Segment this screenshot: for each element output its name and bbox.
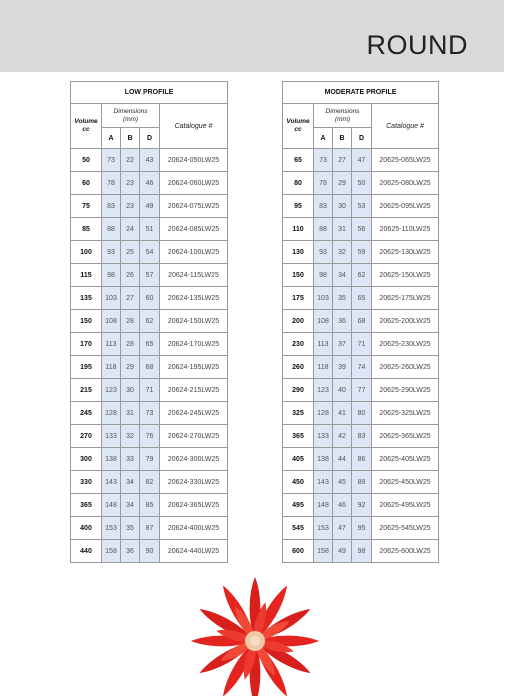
red-flower-icon [190, 575, 320, 696]
volume-cell: 545 [283, 517, 314, 540]
dimension-b-cell: 36 [121, 540, 140, 563]
catalogue-cell: 20625-600LW25 [372, 540, 439, 563]
volume-cell: 65 [283, 149, 314, 172]
volume-cell: 60 [71, 172, 102, 195]
dimension-a-cell: 133 [314, 425, 333, 448]
dimension-b-cell: 30 [121, 379, 140, 402]
dimension-b-cell: 29 [333, 172, 352, 195]
catalogue-cell: 20625-290LW25 [372, 379, 439, 402]
table-row [71, 448, 228, 471]
dimension-a-cell: 138 [102, 448, 121, 471]
volume-header-label: Volume [286, 118, 310, 125]
catalogue-cell: 20624-400LW25 [160, 517, 228, 540]
catalogue-cell: 20624-135LW25 [160, 287, 228, 310]
dimensions-header-unit: (mm) [122, 115, 139, 123]
dimension-a-cell: 128 [102, 402, 121, 425]
dimension-d-cell: 50 [352, 172, 372, 195]
dimension-d-cell: 76 [140, 425, 160, 448]
table-row [71, 402, 228, 425]
catalogue-cell: 20624-050LW25 [160, 149, 228, 172]
table-row [283, 494, 439, 517]
catalogue-cell: 20625-065LW25 [372, 149, 439, 172]
table-row [283, 356, 439, 379]
dimension-a-cell: 158 [102, 540, 121, 563]
dimension-b-cell: 39 [333, 356, 352, 379]
table-row [71, 333, 228, 356]
table-row [283, 287, 439, 310]
catalogue-cell: 20625-325LW25 [372, 402, 439, 425]
dimension-a-cell: 98 [102, 264, 121, 287]
dimension-b-cell: 31 [333, 218, 352, 241]
catalogue-cell: 20624-085LW25 [160, 218, 228, 241]
dimension-d-cell: 47 [352, 149, 372, 172]
dimension-b-cell: 27 [333, 149, 352, 172]
dimension-a-cell: 143 [102, 471, 121, 494]
dimension-d-cell: 71 [140, 379, 160, 402]
dimension-b-cell: 34 [121, 471, 140, 494]
volume-cell: 200 [283, 310, 314, 333]
table-row [71, 379, 228, 402]
dimension-a-cell: 78 [314, 172, 333, 195]
table-row [71, 195, 228, 218]
table-row [71, 517, 228, 540]
volume-cell: 290 [283, 379, 314, 402]
dimension-d-cell: 90 [140, 540, 160, 563]
catalogue-cell: 20625-130LW25 [372, 241, 439, 264]
col-a-header: A [102, 128, 121, 149]
dimension-d-cell: 65 [140, 333, 160, 356]
dimension-d-cell: 74 [352, 356, 372, 379]
dimension-b-cell: 24 [121, 218, 140, 241]
dimension-a-cell: 108 [102, 310, 121, 333]
volume-cell: 80 [283, 172, 314, 195]
table-row [71, 494, 228, 517]
dimension-b-cell: 44 [333, 448, 352, 471]
dimension-d-cell: 83 [352, 425, 372, 448]
dimension-b-cell: 33 [121, 448, 140, 471]
volume-cell: 100 [71, 241, 102, 264]
volume-cell: 600 [283, 540, 314, 563]
dimension-b-cell: 36 [333, 310, 352, 333]
dimension-a-cell: 103 [314, 287, 333, 310]
moderate-profile-body [283, 149, 439, 563]
table-row [71, 540, 228, 563]
col-b-header: B [121, 128, 140, 149]
dimension-d-cell: 68 [352, 310, 372, 333]
dimension-b-cell: 26 [121, 264, 140, 287]
catalogue-cell: 20624-060LW25 [160, 172, 228, 195]
table-row [71, 425, 228, 448]
low-profile-body [71, 149, 228, 563]
catalogue-cell: 20624-330LW25 [160, 471, 228, 494]
col-d-header: D [140, 128, 160, 149]
table-row [283, 425, 439, 448]
dimension-a-cell: 143 [314, 471, 333, 494]
catalogue-cell: 20624-270LW25 [160, 425, 228, 448]
volume-cell: 270 [71, 425, 102, 448]
dimension-b-cell: 49 [333, 540, 352, 563]
dimension-d-cell: 56 [352, 218, 372, 241]
table-row [283, 517, 439, 540]
table-row [71, 264, 228, 287]
dimension-b-cell: 30 [333, 195, 352, 218]
dimension-b-cell: 32 [333, 241, 352, 264]
dimension-b-cell: 42 [333, 425, 352, 448]
catalogue-cell: 20624-440LW25 [160, 540, 228, 563]
catalogue-cell: 20625-405LW25 [372, 448, 439, 471]
dimension-b-cell: 46 [333, 494, 352, 517]
dimension-a-cell: 118 [102, 356, 121, 379]
dimension-d-cell: 43 [140, 149, 160, 172]
dimension-d-cell: 95 [352, 517, 372, 540]
dimension-a-cell: 83 [314, 195, 333, 218]
dimension-d-cell: 77 [352, 379, 372, 402]
catalogue-header: Catalogue # [160, 104, 228, 149]
dimension-d-cell: 46 [140, 172, 160, 195]
catalogue-cell: 20625-230LW25 [372, 333, 439, 356]
dimension-a-cell: 108 [314, 310, 333, 333]
table-row [71, 172, 228, 195]
dimension-b-cell: 25 [121, 241, 140, 264]
dimension-b-cell: 45 [333, 471, 352, 494]
dimension-a-cell: 138 [314, 448, 333, 471]
volume-header [71, 104, 102, 149]
volume-cell: 50 [71, 149, 102, 172]
col-b-header: B [333, 128, 352, 149]
catalogue-cell: 20625-365LW25 [372, 425, 439, 448]
dimension-a-cell: 158 [314, 540, 333, 563]
dimension-b-cell: 34 [333, 264, 352, 287]
table-row [283, 448, 439, 471]
volume-cell: 325 [283, 402, 314, 425]
volume-cell: 170 [71, 333, 102, 356]
dimension-a-cell: 88 [102, 218, 121, 241]
catalogue-cell: 20624-215LW25 [160, 379, 228, 402]
catalogue-cell: 20624-195LW25 [160, 356, 228, 379]
dimension-d-cell: 79 [140, 448, 160, 471]
catalogue-cell: 20625-110LW25 [372, 218, 439, 241]
volume-cell: 405 [283, 448, 314, 471]
volume-cell: 195 [71, 356, 102, 379]
dimension-d-cell: 65 [352, 287, 372, 310]
catalogue-cell: 20625-200LW25 [372, 310, 439, 333]
dimension-d-cell: 98 [352, 540, 372, 563]
moderate-profile-table [282, 81, 439, 563]
catalogue-cell: 20624-100LW25 [160, 241, 228, 264]
volume-header-label: Volume [74, 118, 98, 125]
dimension-d-cell: 51 [140, 218, 160, 241]
dimension-a-cell: 123 [102, 379, 121, 402]
volume-cell: 115 [71, 264, 102, 287]
dimension-a-cell: 103 [102, 287, 121, 310]
catalogue-cell: 20624-300LW25 [160, 448, 228, 471]
dimension-b-cell: 28 [121, 310, 140, 333]
volume-cell: 260 [283, 356, 314, 379]
dimension-d-cell: 80 [352, 402, 372, 425]
table-row [283, 379, 439, 402]
volume-cell: 85 [71, 218, 102, 241]
volume-cell: 95 [283, 195, 314, 218]
table-row [283, 149, 439, 172]
dimension-a-cell: 123 [314, 379, 333, 402]
table-row [71, 149, 228, 172]
dimension-a-cell: 83 [102, 195, 121, 218]
table-row [283, 218, 439, 241]
volume-cell: 230 [283, 333, 314, 356]
dimension-d-cell: 59 [352, 241, 372, 264]
dimension-d-cell: 68 [140, 356, 160, 379]
dimension-b-cell: 23 [121, 195, 140, 218]
catalogue-cell: 20625-450LW25 [372, 471, 439, 494]
volume-cell: 365 [283, 425, 314, 448]
dimension-d-cell: 54 [140, 241, 160, 264]
dimension-b-cell: 28 [121, 333, 140, 356]
catalogue-header: Catalogue # [372, 104, 439, 149]
dimension-b-cell: 41 [333, 402, 352, 425]
dimension-a-cell: 73 [314, 149, 333, 172]
dimension-a-cell: 128 [314, 402, 333, 425]
col-d-header: D [352, 128, 372, 149]
dimension-d-cell: 89 [352, 471, 372, 494]
dimensions-header-label: Dimensions [325, 107, 360, 115]
dimension-a-cell: 148 [314, 494, 333, 517]
dimension-a-cell: 113 [102, 333, 121, 356]
catalogue-cell: 20624-115LW25 [160, 264, 228, 287]
dimension-a-cell: 133 [102, 425, 121, 448]
table-row [283, 333, 439, 356]
volume-header [283, 104, 314, 149]
volume-cell: 330 [71, 471, 102, 494]
dimensions-header [102, 104, 160, 128]
table-row [71, 471, 228, 494]
col-a-header: A [314, 128, 333, 149]
low-profile-table [70, 81, 228, 563]
low-profile-title: LOW PROFILE [71, 82, 228, 104]
volume-cell: 440 [71, 540, 102, 563]
volume-cell: 75 [71, 195, 102, 218]
catalogue-cell: 20625-080LW25 [372, 172, 439, 195]
moderate-profile-title: MODERATE PROFILE [283, 82, 439, 104]
dimension-a-cell: 73 [102, 149, 121, 172]
dimension-d-cell: 86 [352, 448, 372, 471]
catalogue-cell: 20625-260LW25 [372, 356, 439, 379]
volume-cell: 245 [71, 402, 102, 425]
dimension-d-cell: 82 [140, 471, 160, 494]
dimension-d-cell: 62 [140, 310, 160, 333]
table-row [71, 241, 228, 264]
dimension-d-cell: 92 [352, 494, 372, 517]
table-row [283, 540, 439, 563]
table-row [71, 287, 228, 310]
dimension-a-cell: 93 [102, 241, 121, 264]
dimension-b-cell: 31 [121, 402, 140, 425]
catalogue-cell: 20624-170LW25 [160, 333, 228, 356]
catalogue-cell: 20625-150LW25 [372, 264, 439, 287]
dimension-d-cell: 62 [352, 264, 372, 287]
dimension-d-cell: 85 [140, 494, 160, 517]
catalogue-cell: 20625-495LW25 [372, 494, 439, 517]
dimension-d-cell: 87 [140, 517, 160, 540]
catalogue-cell: 20625-175LW25 [372, 287, 439, 310]
volume-cell: 110 [283, 218, 314, 241]
page-title: ROUND [366, 30, 468, 60]
dimension-b-cell: 40 [333, 379, 352, 402]
dimension-b-cell: 29 [121, 356, 140, 379]
table-row [283, 241, 439, 264]
dimension-d-cell: 73 [140, 402, 160, 425]
table-row [283, 310, 439, 333]
flower-center-highlight [250, 636, 260, 646]
dimension-b-cell: 27 [121, 287, 140, 310]
dimension-b-cell: 37 [333, 333, 352, 356]
table-row [283, 402, 439, 425]
dimension-a-cell: 93 [314, 241, 333, 264]
volume-header-unit: cc [294, 126, 302, 133]
volume-cell: 130 [283, 241, 314, 264]
dimension-b-cell: 23 [121, 172, 140, 195]
volume-cell: 150 [283, 264, 314, 287]
dimension-d-cell: 49 [140, 195, 160, 218]
catalogue-cell: 20625-545LW25 [372, 517, 439, 540]
dimension-b-cell: 35 [121, 517, 140, 540]
catalogue-cell: 20624-150LW25 [160, 310, 228, 333]
dimension-a-cell: 113 [314, 333, 333, 356]
table-row [283, 172, 439, 195]
catalogue-cell: 20624-075LW25 [160, 195, 228, 218]
dimension-a-cell: 153 [314, 517, 333, 540]
dimension-a-cell: 153 [102, 517, 121, 540]
dimension-d-cell: 53 [352, 195, 372, 218]
volume-cell: 135 [71, 287, 102, 310]
dimensions-header-unit: (mm) [334, 115, 351, 123]
dimension-b-cell: 32 [121, 425, 140, 448]
volume-cell: 365 [71, 494, 102, 517]
dimension-a-cell: 118 [314, 356, 333, 379]
dimension-b-cell: 47 [333, 517, 352, 540]
dimensions-header-label: Dimensions [113, 107, 148, 115]
table-row [283, 264, 439, 287]
catalogue-cell: 20624-245LW25 [160, 402, 228, 425]
dimension-b-cell: 35 [333, 287, 352, 310]
catalogue-cell: 20625-095LW25 [372, 195, 439, 218]
table-row [283, 195, 439, 218]
dimension-b-cell: 22 [121, 149, 140, 172]
dimension-d-cell: 71 [352, 333, 372, 356]
volume-cell: 495 [283, 494, 314, 517]
volume-cell: 215 [71, 379, 102, 402]
dimension-a-cell: 88 [314, 218, 333, 241]
dimension-d-cell: 57 [140, 264, 160, 287]
dimension-a-cell: 98 [314, 264, 333, 287]
volume-cell: 450 [283, 471, 314, 494]
table-row [71, 218, 228, 241]
dimension-a-cell: 78 [102, 172, 121, 195]
volume-cell: 300 [71, 448, 102, 471]
dimension-b-cell: 34 [121, 494, 140, 517]
volume-cell: 175 [283, 287, 314, 310]
dimension-d-cell: 60 [140, 287, 160, 310]
table-row [283, 471, 439, 494]
dimension-a-cell: 148 [102, 494, 121, 517]
table-row [71, 356, 228, 379]
dimensions-header [314, 104, 372, 128]
catalogue-cell: 20624-365LW25 [160, 494, 228, 517]
volume-cell: 150 [71, 310, 102, 333]
volume-header-unit: cc [82, 126, 90, 133]
table-row [71, 310, 228, 333]
volume-cell: 400 [71, 517, 102, 540]
